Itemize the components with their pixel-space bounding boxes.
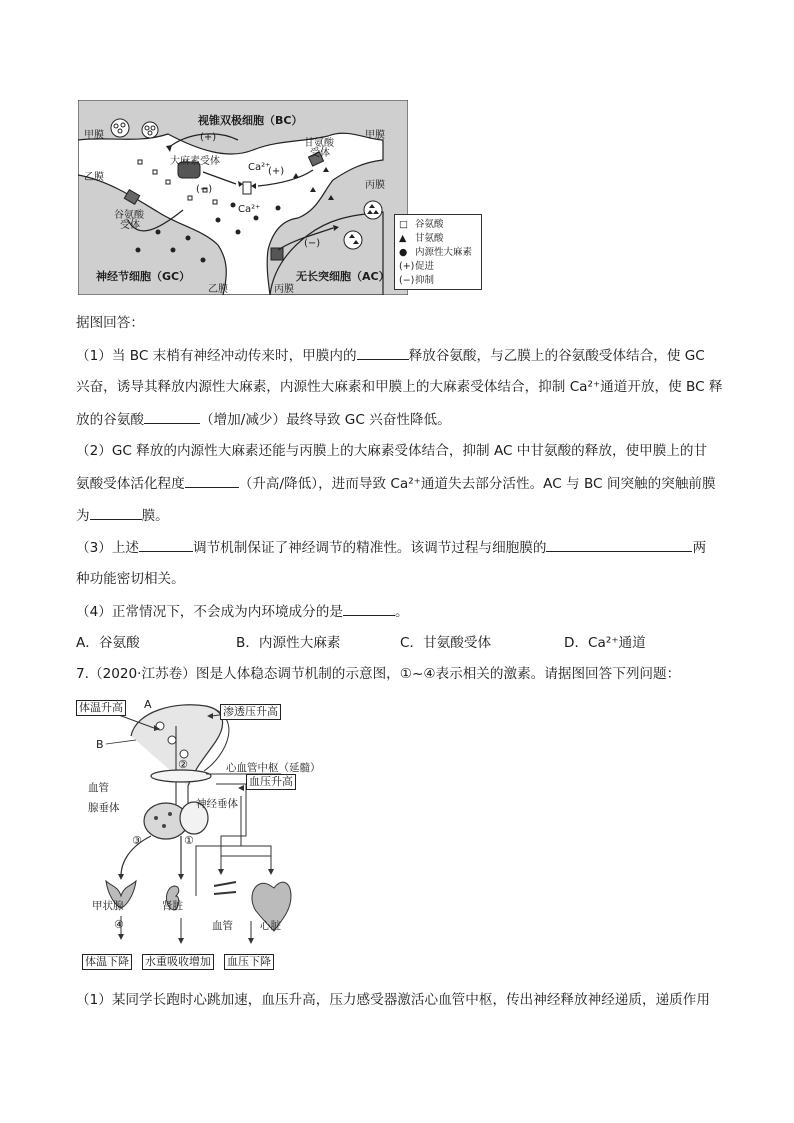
synapse-diagram [78, 100, 408, 295]
q1-line-2: 兴奋，诱导其释放内源性大麻素，内源性大麻素和甲膜上的大麻素受体结合，抑制 Ca²⁺通道开放，使 BC 释 [76, 379, 723, 395]
vessel-label: 血管 [88, 782, 109, 794]
synapse-legend [394, 214, 482, 290]
q3-line-2: 种功能密切相关。 [76, 571, 185, 587]
num-1: ① [184, 834, 194, 847]
ca-label-1: Ca²⁺ [248, 162, 271, 173]
q1-blank-1[interactable] [357, 345, 409, 360]
gly-receptor-label-2: 受体 [310, 148, 330, 159]
q7-header: 7.（2020·江苏卷）图是人体稳态调节机制的示意图，①~④表示相关的激素。请据图回答下列问题： [76, 666, 681, 682]
q7-1-line: （1）某同学长跑时心跳加速，血压升高，压力感受器激活心血管中枢，传出神经释放神经递质，递质作用 [76, 992, 710, 1008]
num-3: ③ [132, 834, 142, 847]
heart-label: 心脏 [260, 920, 281, 932]
temp-up-box: 体温升高 [76, 700, 126, 716]
bp-up-box: 血压升高 [246, 774, 296, 790]
intro-text: 据图回答： [76, 315, 144, 331]
membrane-yi-bottom: 乙膜 [208, 284, 228, 295]
homeostasis-figure [76, 696, 326, 976]
pituitary-neuro-label: 神经垂体 [196, 798, 238, 810]
minus-label-2: (−) [304, 238, 321, 249]
ca-label-2: Ca²⁺ [238, 204, 261, 215]
option-a[interactable]: A．谷氨酸 [76, 635, 140, 651]
cannabinoid-receptor-label: 大麻素受体 [170, 156, 220, 167]
legend-item: □ 谷氨酸 [399, 219, 444, 230]
synapse-figure [78, 100, 408, 295]
membrane-bing-right: 丙膜 [365, 180, 385, 191]
q1-blank-2[interactable] [144, 409, 200, 424]
q2-line-1: （2）GC 释放的内源性大麻素还能与丙膜上的大麻素受体结合，抑制 AC 中甘氨酸的释放，使甲膜上的甘 [76, 443, 708, 459]
temp-down-box: 体温下降 [82, 954, 132, 970]
minus-label-1: (−) [196, 184, 213, 195]
membrane-jia-right: 甲膜 [365, 130, 385, 141]
q2-blank-2[interactable] [90, 505, 142, 520]
glu-receptor-label-1: 谷氨酸 [114, 210, 144, 221]
q3-line-1: （3）上述 调节机制保证了神经调节的精准性。该调节过程与细胞膜的 两 [76, 537, 706, 558]
homeostasis-diagram [76, 696, 326, 976]
osmotic-up-box: 渗透压升高 [220, 704, 281, 720]
q1-line-3: 放的谷氨酸 （增加/减少）最终导致 GC 兴奋性降低。 [76, 409, 451, 430]
q3-blank-2[interactable] [546, 537, 692, 552]
water-reabs-box: 水重吸收增加 [142, 954, 214, 970]
num-4: ④ [114, 918, 124, 931]
label-b: B [96, 738, 104, 751]
option-d[interactable]: D．Ca²⁺通道 [564, 635, 646, 651]
cv-center-label: 心血管中枢（延髓） [226, 762, 321, 774]
kidney-label: 肾脏 [162, 900, 183, 912]
legend-item: (+)促进 [399, 261, 435, 272]
legend-item: (−)抑制 [399, 275, 435, 286]
legend-item: ● 内源性大麻素 [399, 247, 473, 258]
plus-label-1: (+) [200, 132, 217, 143]
q2-blank-1[interactable] [185, 473, 239, 488]
pituitary-ad-label: 腺垂体 [88, 802, 120, 814]
membrane-yi-left: 乙膜 [84, 172, 104, 183]
legend-item: ▲ 甘氨酸 [399, 233, 444, 244]
glu-receptor-label-2: 受体 [120, 220, 140, 231]
q4-blank[interactable] [343, 601, 395, 616]
q4-options [76, 633, 646, 653]
label-a: A [144, 698, 152, 711]
q3-blank-1[interactable] [139, 537, 193, 552]
q1-line-1: （1）当 BC 末梢有神经冲动传来时，甲膜内的 释放谷氨酸，与乙膜上的谷氨酸受体结合，使 GC [76, 345, 705, 366]
membrane-jia-left: 甲膜 [84, 130, 104, 141]
gly-receptor-label-1: 甘氨酸 [304, 138, 334, 149]
bp-down-box: 血压下降 [224, 954, 274, 970]
num-2: ② [178, 758, 188, 771]
vessel2-label: 血管 [212, 920, 233, 932]
q2-line-3: 为 膜。 [76, 505, 169, 526]
q4-line-1: （4）正常情况下，不会成为内环境成分的是 。 [76, 601, 409, 622]
option-b[interactable]: B．内源性大麻素 [236, 635, 341, 651]
membrane-bing-bottom: 丙膜 [274, 284, 294, 295]
ac-cell-label: 无长突细胞（AC） [296, 270, 390, 283]
option-c[interactable]: C．甘氨酸受体 [400, 635, 492, 651]
gc-cell-label: 神经节细胞（GC） [96, 270, 191, 283]
plus-label-2: (+) [268, 166, 285, 177]
thyroid-label: 甲状腺 [92, 900, 124, 912]
bc-cell-label: 视锥双极细胞（BC） [198, 114, 303, 127]
q2-line-2: 氨酸受体活化程度 （升高/降低），进而导致 Ca²⁺通道失去部分活性。AC 与 BC 间突触的突触前膜 [76, 473, 716, 494]
